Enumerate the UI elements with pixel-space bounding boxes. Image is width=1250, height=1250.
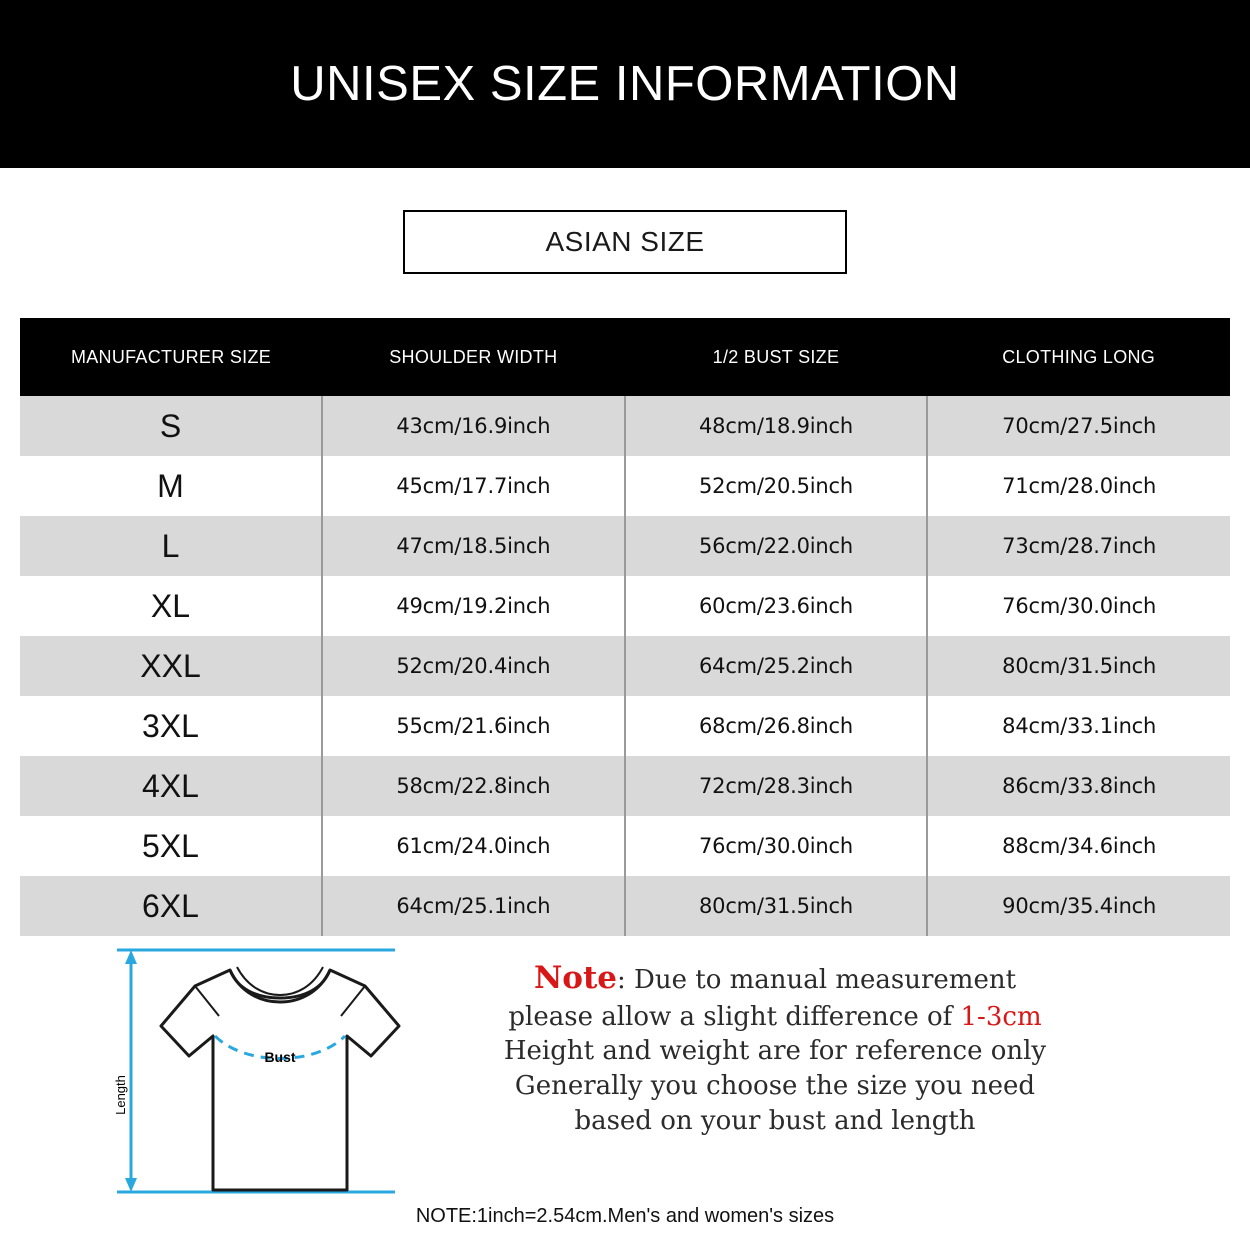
cell-bust-size: 48cm/18.9inch: [625, 396, 928, 456]
table-row: [20, 456, 1230, 516]
cell-clothing-long: 86cm/33.8inch: [1002, 774, 1157, 798]
cell-size: 4XL: [20, 756, 322, 816]
cell-clothing-long: 71cm/28.0inch: [1002, 474, 1157, 498]
cell-shoulder-width: 64cm/25.1inch: [322, 876, 625, 936]
note-line-4: Generally you choose the size you need: [514, 1071, 1036, 1102]
cell-shoulder-width: 55cm/21.6inch: [322, 696, 625, 756]
tshirt-diagram: [95, 940, 495, 1200]
cell-shoulder-width: 61cm/24.0inch: [322, 816, 625, 876]
table-row: [20, 876, 1230, 936]
column-header-half-bust-size: 1/2 BUST SIZE: [712, 346, 840, 367]
cell-clothing-long: 73cm/28.7inch: [1002, 534, 1157, 558]
table-row: [20, 516, 1230, 576]
table-row: [20, 816, 1230, 876]
cell-bust-size: 72cm/28.3inch: [625, 756, 928, 816]
asian-size-box: [403, 210, 847, 274]
table-row: [20, 576, 1230, 636]
note-line-3: Height and weight are for reference only: [503, 1036, 1047, 1067]
note-tolerance-value: 1-3cm: [960, 1001, 1042, 1032]
note-line-2: [455, 1000, 1095, 1035]
svg-text:Bust: Bust: [264, 1049, 296, 1065]
column-header-clothing-long: CLOTHING LONG: [1002, 346, 1156, 367]
cell-clothing-long: 70cm/27.5inch: [1002, 414, 1157, 438]
page-title: UNISEX SIZE INFORMATION: [290, 57, 960, 111]
cell-bust-size: 60cm/23.6inch: [625, 576, 928, 636]
column-header-shoulder-width: SHOULDER WIDTH: [389, 346, 558, 367]
cell-bust-size: 76cm/30.0inch: [625, 816, 928, 876]
cell-clothing-long: 90cm/35.4inch: [1002, 894, 1157, 918]
size-table-body: [20, 396, 1230, 936]
table-row: [20, 396, 1230, 456]
cell-size: M: [20, 456, 322, 516]
tshirt-illustration-icon: [95, 940, 495, 1202]
cell-clothing-long: 80cm/31.5inch: [1002, 654, 1157, 678]
cell-clothing-long: 76cm/30.0inch: [1002, 594, 1157, 618]
cell-shoulder-width: 58cm/22.8inch: [322, 756, 625, 816]
note-keyword: Note: [533, 960, 617, 996]
cell-bust-size: 56cm/22.0inch: [625, 516, 928, 576]
table-header-row: [20, 318, 1230, 396]
column-header-manufacturer-size: MANUFACTURER SIZE: [70, 346, 272, 367]
note-line-2-text: please allow a slight difference of: [508, 1001, 961, 1032]
cell-shoulder-width: 45cm/17.7inch: [322, 456, 625, 516]
cell-size: L: [20, 516, 322, 576]
cell-bust-size: 80cm/31.5inch: [625, 876, 928, 936]
svg-text:Length: Length: [113, 1075, 128, 1115]
cell-bust-size: 64cm/25.2inch: [625, 636, 928, 696]
table-row: [20, 756, 1230, 816]
cell-shoulder-width: 49cm/19.2inch: [322, 576, 625, 636]
note-line-1-text: : Due to manual measurement: [617, 965, 1017, 995]
table-row: [20, 636, 1230, 696]
cell-size: XL: [20, 576, 322, 636]
asian-size-label: ASIAN SIZE: [545, 226, 705, 257]
subtitle-section: [0, 210, 1250, 274]
cell-shoulder-width: 52cm/20.4inch: [322, 636, 625, 696]
size-table: [20, 318, 1230, 936]
note-line-1: [455, 958, 1095, 1000]
cell-size: XXL: [20, 636, 322, 696]
table-row: [20, 696, 1230, 756]
cell-size: S: [20, 396, 322, 456]
size-table-head: [20, 318, 1230, 396]
measurement-guide-section: [0, 940, 1250, 1210]
footer-note: NOTE:1inch=2.54cm.Men's and women's sizes: [415, 1205, 835, 1227]
cell-bust-size: 52cm/20.5inch: [625, 456, 928, 516]
header-banner: [0, 0, 1250, 168]
cell-shoulder-width: 47cm/18.5inch: [322, 516, 625, 576]
cell-size: 5XL: [20, 816, 322, 876]
cell-clothing-long: 88cm/34.6inch: [1002, 834, 1157, 858]
size-table-container: [20, 318, 1230, 936]
cell-clothing-long: 84cm/33.1inch: [1002, 714, 1157, 738]
cell-size: 3XL: [20, 696, 322, 756]
cell-bust-size: 68cm/26.8inch: [625, 696, 928, 756]
note-line-5: based on your bust and length: [574, 1106, 976, 1137]
cell-size: 6XL: [20, 876, 322, 936]
cell-shoulder-width: 43cm/16.9inch: [322, 396, 625, 456]
measurement-note: [455, 958, 1095, 1139]
